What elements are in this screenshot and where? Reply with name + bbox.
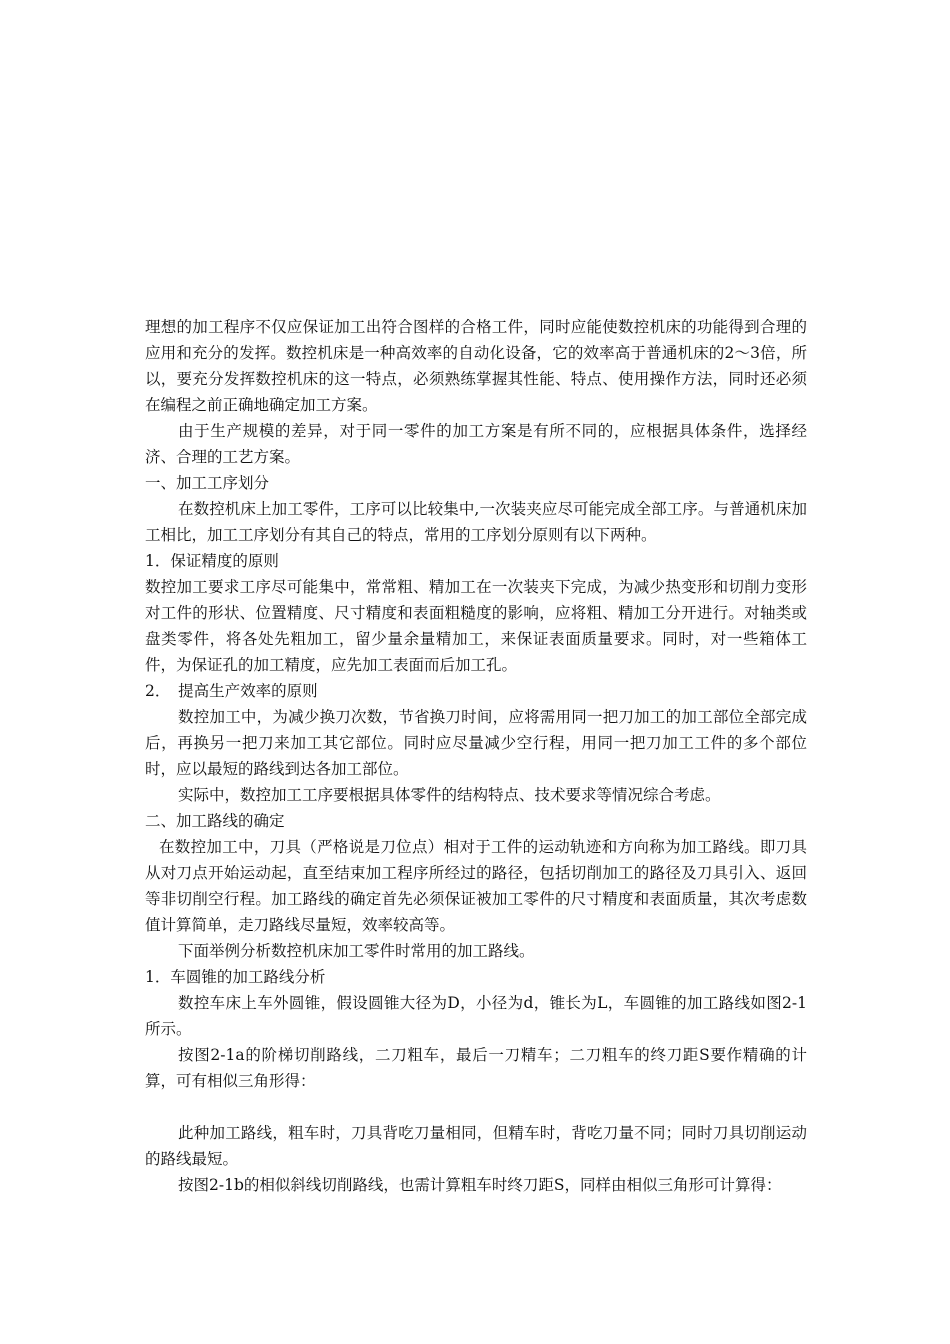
subheading-efficiency: 2． 提高生产效率的原则 (145, 682, 318, 700)
efficiency-paragraph: 数控加工中，为减少换刀次数，节省换刀时间，应将需用同一把刀加工的加工部位全部完成后，再换另一把刀来加工其它部位。同时应尽量减少空行程，用同一把刀加工工件的多个部位时，应以最短的路线到达各加工部位。 (145, 708, 807, 778)
examples-intro-paragraph: 下面举例分析数控机床加工零件时常用的加工路线。 (178, 942, 535, 960)
formula-gap (145, 1094, 807, 1120)
section-heading-1: 一、加工工序划分 (145, 474, 270, 492)
section-heading-2: 二、加工路线的确定 (145, 812, 285, 830)
step-cut-paragraph: 按图2-1a的阶梯切削路线，二刀粗车，最后一刀精车；二刀粗车的终刀距S要作精确的计算，可有相似三角形得： (145, 1046, 807, 1090)
scale-paragraph: 由于生产规模的差异，对于同一零件的加工方案是有所不同的，应根据具体条件，选择经济、合理的工艺方案。 (145, 422, 807, 466)
subheading-cone: 1．车圆锥的加工路线分析 (145, 968, 326, 986)
intro-paragraph: 理想的加工程序不仅应保证加工出符合图样的合格工件，同时应能使数控机床的功能得到合理的应用和充分的发挥。数控机床是一种高效率的自动化设备，它的效率高于普通机床的2～3倍，所以，要充分发挥数控机床的这一特点，必须熟练掌握其性能、特点、使用操作方法，同时还必须在编程之前正确地确定加工方案。 (145, 318, 807, 414)
route-comment-paragraph: 此种加工路线，粗车时，刀具背吃刀量相同，但精车时，背吃刀量不同；同时刀具切削运动的路线最短。 (145, 1124, 807, 1168)
oblique-cut-paragraph: 按图2-1b的相似斜线切削路线，也需计算粗车时终刀距S，同样由相似三角形可计算得： (178, 1176, 782, 1194)
document-page (145, 314, 807, 1198)
cone-paragraph: 数控车床上车外圆锥，假设圆锥大径为D，小径为d，锥长为L，车圆锥的加工路线如图2-1所示。 (145, 994, 807, 1038)
process-paragraph: 在数控机床上加工零件，工序可以比较集中,一次装夹应尽可能完成全部工序。与普通机床加工相比，加工工序划分有其自己的特点，常用的工序划分原则有以下两种。 (145, 500, 807, 544)
precision-paragraph: 数控加工要求工序尽可能集中，常常粗、精加工在一次装夹下完成，为减少热变形和切削力变形对工件的形状、位置精度、尺寸精度和表面粗糙度的影响，应将粗、精加工分开进行。对轴类或盘类零件，将各处先粗加工，留少量余量精加工，来保证表面质量要求。同时，对一些箱体工件，为保证孔的加工精度，应先加工表面而后加工孔。 (145, 578, 807, 674)
route-definition-paragraph: 在数控加工中，刀具（严格说是刀位点）相对于工件的运动轨迹和方向称为加工路线。即刀具从对刀点开始运动起，直至结束加工程序所经过的路径，包括切削加工的路径及刀具引入、返回等非切削空行程。加工路线的确定首先必须保证被加工零件的尺寸精度和表面质量，其次考虑数值计算简单，走刀路线尽量短，效率较高等。 (145, 838, 807, 934)
practice-paragraph: 实际中，数控加工工序要根据具体零件的结构特点、技术要求等情况综合考虑。 (178, 786, 721, 804)
subheading-precision: 1．保证精度的原则 (145, 552, 279, 570)
